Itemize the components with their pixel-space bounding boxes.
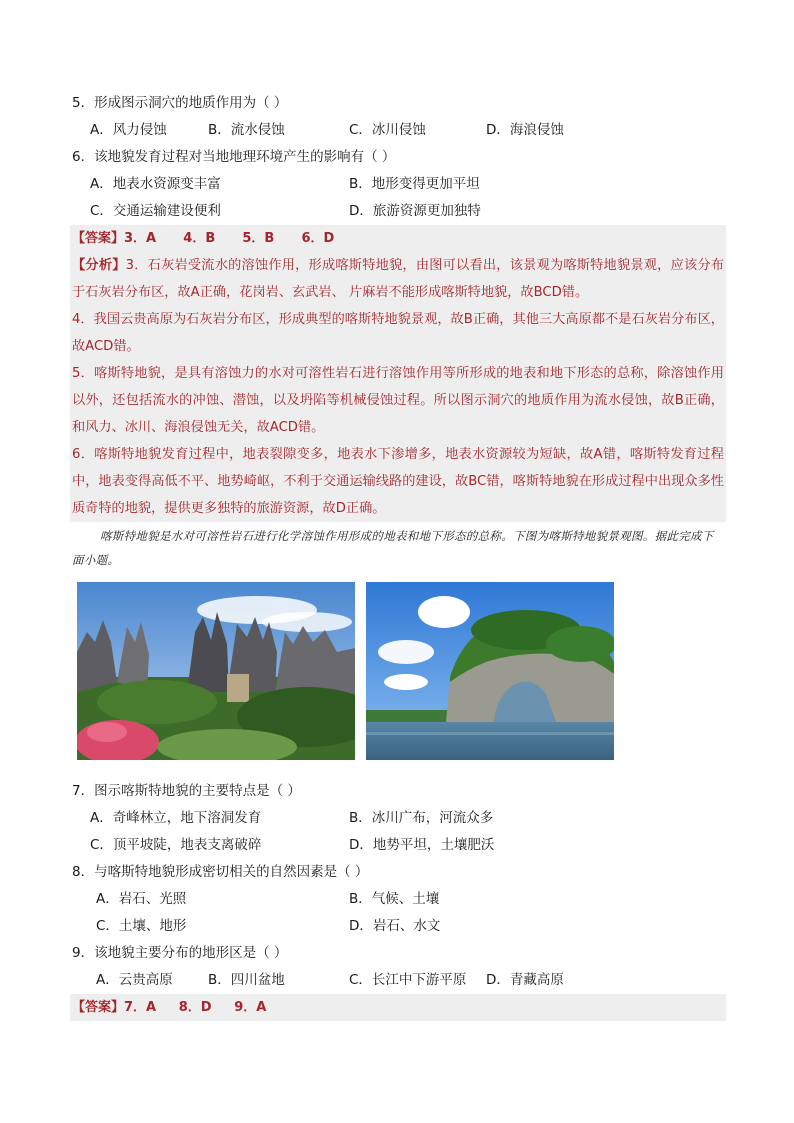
question-5-stem: 5．形成图示洞穴的地质作用为（ ） bbox=[72, 95, 288, 111]
q5-option-a: A．风力侵蚀 bbox=[90, 122, 167, 138]
question-6-stem: 6．该地貌发育过程对当地地理环境产生的影响有（ ） bbox=[72, 149, 396, 165]
stone-forest-photo bbox=[77, 582, 355, 760]
answer-block-1 bbox=[70, 225, 726, 252]
q9-option-a: A．云贵高原 bbox=[96, 972, 173, 988]
question-8-options-row1 bbox=[72, 886, 724, 913]
q8-option-c: C．土壤、地形 bbox=[96, 918, 187, 934]
answer-text-2: 7．A 8．D 9．A bbox=[124, 1000, 267, 1015]
q5-option-d: D．海浪侵蚀 bbox=[486, 122, 564, 138]
worksheet-page bbox=[72, 90, 724, 1021]
analysis-p6: 6．喀斯特地貌发育过程中，地表裂隙变多，地表水下渗增多，地表水资源较为短缺，故A错，喀斯特发育过程中，地表变得高低不平、地势崎岖，不利于交通运输线路的建设，故BC错，喀斯特地貌在形成过程中出现众多性质奇特的地貌，提供更多独特的旅游资源，故D正确。 bbox=[72, 447, 724, 516]
question-6-options-row1 bbox=[72, 171, 724, 198]
analysis-p3 bbox=[72, 252, 724, 306]
analysis-p3-text: 3．石灰岩受流水的溶蚀作用，形成喀斯特地貌，由图可以看出，该景观为喀斯特地貌景观，应该分布于石灰岩分布区，故A正确，花岗岩、玄武岩、 片麻岩不能形成喀斯特地貌，故BCD错。 bbox=[72, 258, 725, 300]
analysis-tag: 【分析】 bbox=[72, 258, 126, 273]
q7-option-c: C．顶平坡陡，地表支离破碎 bbox=[90, 837, 262, 853]
q6-option-a: A．地表水资源变丰富 bbox=[90, 176, 221, 192]
q7-option-d: D．地势平坦，土壤肥沃 bbox=[349, 837, 495, 853]
q5-option-b: B．流水侵蚀 bbox=[208, 122, 285, 138]
answer-text: 3．A 4．B 5．B 6．D bbox=[124, 231, 335, 246]
question-7-options-row1 bbox=[72, 805, 724, 832]
question-8-options-row2 bbox=[72, 913, 724, 940]
q8-option-b: B．气候、土壤 bbox=[349, 891, 440, 907]
q8-option-a: A．岩石、光照 bbox=[96, 891, 187, 907]
analysis-block bbox=[70, 252, 726, 522]
analysis-p5: 5．喀斯特地貌，是具有溶蚀力的水对可溶性岩石进行溶蚀作用等所形成的地表和地下形态的总称，除溶蚀作用以外，还包括流水的冲蚀、潜蚀，以及坍陷等机械侵蚀过程。所以图示洞穴的地质作用为流水侵蚀，故B正确，和风力、冰川、海浪侵蚀无关，故ACD错。 bbox=[72, 366, 724, 435]
question-7-options-row2 bbox=[72, 832, 724, 859]
question-9-options bbox=[72, 967, 724, 994]
material-intro: 喀斯特地貌是水对可溶性岩石进行化学溶蚀作用形成的地表和地下形态的总称。下图为喀斯特地貌景观图。据此完成下面小题。 bbox=[72, 529, 714, 567]
analysis-p4: 4．我国云贵高原为石灰岩分布区，形成典型的喀斯特地貌景观，故B正确，其他三大高原都不是石灰岩分布区，故ACD错。 bbox=[72, 312, 724, 354]
q8-option-d: D．岩石、水文 bbox=[349, 918, 441, 934]
q9-option-d: D．青藏高原 bbox=[486, 972, 564, 988]
question-8-stem: 8．与喀斯特地貌形成密切相关的自然因素是（ ） bbox=[72, 864, 369, 880]
elephant-trunk-hill-photo bbox=[366, 582, 614, 760]
q9-option-c: C．长江中下游平原 bbox=[349, 972, 467, 988]
q6-option-d: D．旅游资源更加独特 bbox=[349, 203, 481, 219]
q6-option-c: C．交通运输建设便利 bbox=[90, 203, 221, 219]
answer-tag: 【答案】 bbox=[72, 231, 125, 246]
q7-option-b: B．冰川广布，河流众多 bbox=[349, 810, 494, 826]
question-5-options bbox=[72, 117, 724, 144]
answer-block-2 bbox=[70, 994, 726, 1021]
q7-option-a: A．奇峰林立，地下溶洞发育 bbox=[90, 810, 262, 826]
answer-tag-2: 【答案】 bbox=[72, 1000, 125, 1015]
question-6-options-row2 bbox=[72, 198, 724, 225]
q5-option-c: C．冰川侵蚀 bbox=[349, 122, 426, 138]
q9-option-b: B．四川盆地 bbox=[208, 972, 285, 988]
q6-option-b: B．地形变得更加平坦 bbox=[349, 176, 480, 192]
karst-photos bbox=[72, 582, 724, 778]
question-7-stem: 7．图示喀斯特地貌的主要特点是（ ） bbox=[72, 783, 301, 799]
question-9-stem: 9．该地貌主要分布的地形区是（ ） bbox=[72, 945, 288, 961]
